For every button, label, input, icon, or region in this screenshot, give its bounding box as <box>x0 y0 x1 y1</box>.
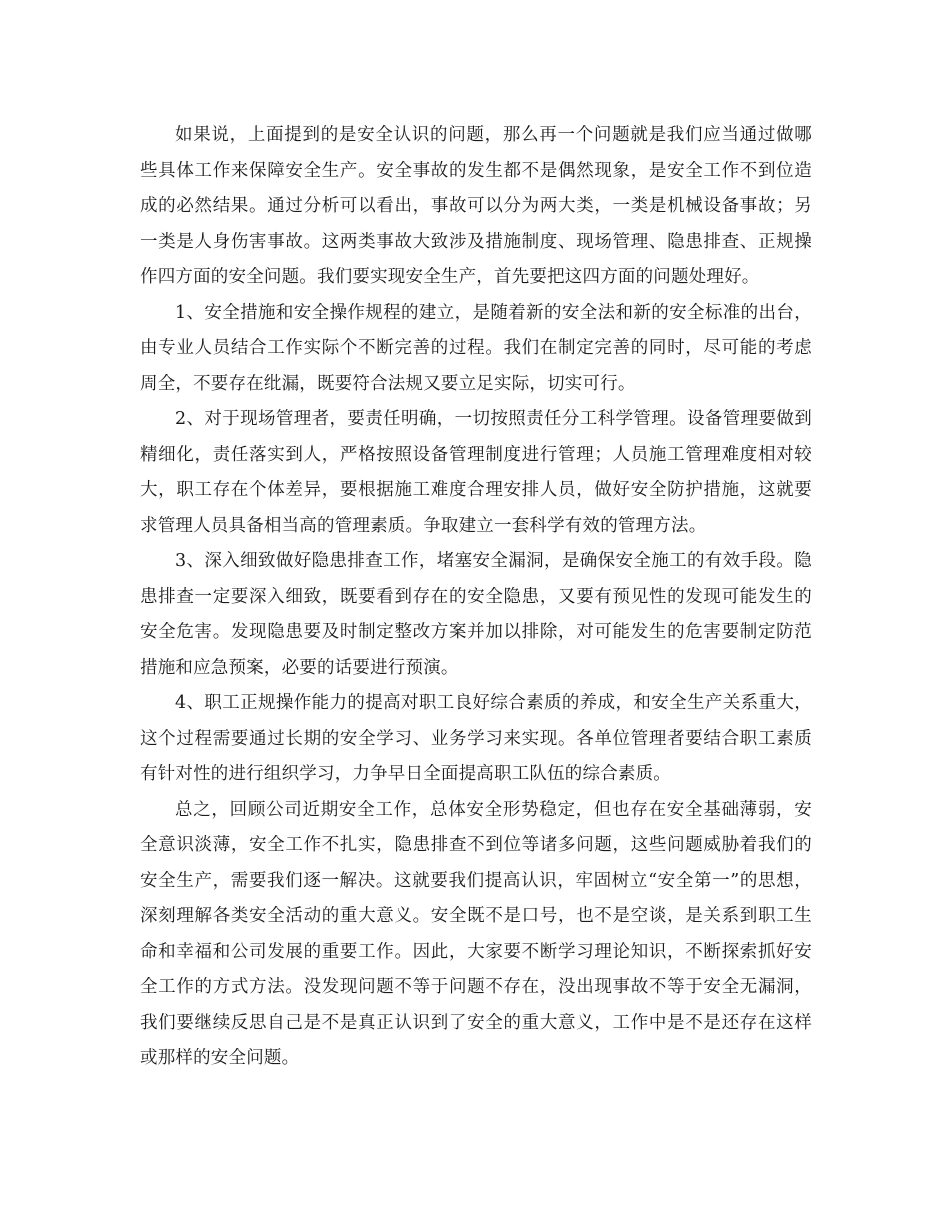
paragraph-item-2: 2、对于现场管理者，要责任明确，一切按照责任分工科学管理。设备管理要做到精细化，责任落实到人，严格按照设备管理制度进行管理；人员施工管理难度相对较大，职工存在个体差异，要根据施工难度合理安排人员，做好安全防护措施，这就要求管理人员具备相当高的管理素质。争取建立一套科学有效的管理方法。 <box>140 409 812 536</box>
paragraph-item-3: 3、深入细致做好隐患排查工作，堵塞安全漏洞，是确保安全施工的有效手段。隐患排查一定要深入细致，既要看到存在的安全隐患，又要有预见性的发现可能发生的安全危害。发现隐患要及时制定整改方案并加以排除，对可能发生的危害要制定防范措施和应急预案，必要的话要进行预演。 <box>140 551 812 678</box>
paragraph-conclusion: 总之，回顾公司近期安全工作，总体安全形势稳定，但也存在安全基础薄弱，安全意识淡薄，安全工作不扎实，隐患排查不到位等诸多问题，这些问题威胁着我们的安全生产，需要我们逐一解决。这就要我们提高认识，牢固树立“安全第一”的思想，深刻理解各类安全活动的重大意义。安全既不是口号，也不是空谈，是关系到职工生命和幸福和公司发展的重要工作。因此，大家要不断学习理论知识，不断探索抓好安全工作的方式方法。没发现问题不等于问题不存在，没出现事故不等于安全无漏洞，我们要继续反思自己是不是真正认识到了安全的重大意义，工作中是不是还存在这样或那样的安全问题。 <box>140 799 812 1068</box>
paragraph-item-4: 4、职工正规操作能力的提高对职工良好综合素质的养成，和安全生产关系重大，这个过程需要通过长期的安全学习、业务学习来实现。各单位管理者要结合职工素质有针对性的进行组织学习，力争早日全面提高职工队伍的综合素质。 <box>140 693 812 784</box>
paragraph-intro: 如果说，上面提到的是安全认识的问题，那么再一个问题就是我们应当通过做哪些具体工作来保障安全生产。安全事故的发生都不是偶然现象，是安全工作不到位造成的必然结果。通过分析可以看出，事故可以分为两大类，一类是机械设备事故；另一类是人身伤害事故。这两类事故大致涉及措施制度、现场管理、隐患排查、正规操作四方面的安全问题。我们要实现安全生产，首先要把这四方面的问题处理好。 <box>140 125 812 287</box>
document-body <box>140 118 812 1077</box>
paragraph-item-1: 1、安全措施和安全操作规程的建立，是随着新的安全法和新的安全标准的出台，由专业人员结合工作实际个不断完善的过程。我们在制定完善的同时，尽可能的考虑周全，不要存在纰漏，既要符合法规又要立足实际，切实可行。 <box>140 302 812 394</box>
